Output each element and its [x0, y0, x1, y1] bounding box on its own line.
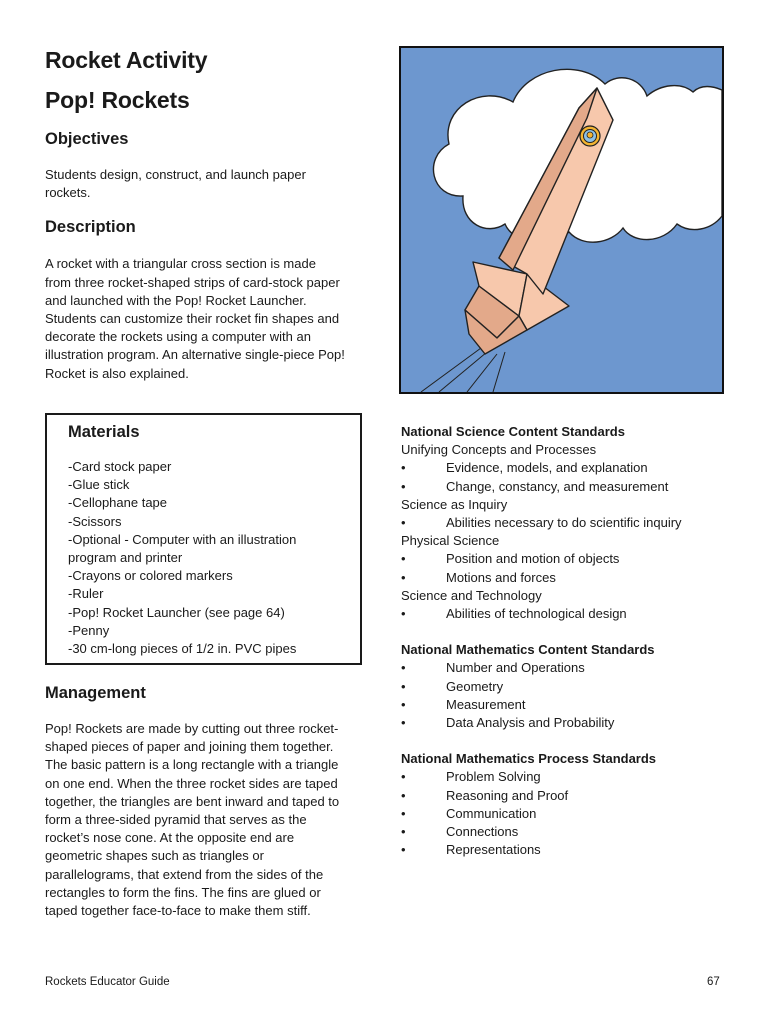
- standards-item-text: Geometry: [446, 678, 504, 694]
- science-standards: [401, 423, 741, 623]
- standards-item-text: Problem Solving: [446, 769, 541, 785]
- standards-bullet-item: [401, 823, 741, 841]
- bullet-icon: •: [401, 569, 406, 585]
- standards-item-text: Motions and forces: [446, 569, 556, 585]
- math-content-heading: National Mathematics Content Standards: [401, 642, 655, 658]
- porthole-icon: [580, 126, 600, 146]
- standards-bullet-item: [401, 696, 741, 714]
- bullet-icon: •: [401, 460, 406, 476]
- bullet-icon: •: [401, 824, 406, 840]
- materials-item: -30 cm-long pieces of 1/2 in. PVC pipes: [68, 641, 297, 657]
- page-subtitle: Pop! Rockets: [45, 87, 190, 113]
- standards-item-text: Measurement: [446, 696, 526, 712]
- standards-item-text: Change, constancy, and measurement: [446, 478, 669, 494]
- standards-item-text: Abilities necessary to do scientific inquiry: [446, 515, 682, 531]
- bullet-icon: •: [401, 787, 406, 803]
- management-section: [45, 684, 345, 920]
- standards-item-text: Number and Operations: [446, 660, 585, 676]
- bullet-icon: •: [401, 715, 406, 731]
- standards-bullet-item: [401, 841, 741, 859]
- standards-bullet-item: [401, 478, 741, 496]
- materials-item: -Ruler: [68, 586, 104, 602]
- standards-bullet-item: [401, 659, 741, 677]
- standards-section: [401, 423, 741, 859]
- page-number: 67: [707, 976, 720, 988]
- bullet-icon: •: [401, 515, 406, 531]
- objectives-text: Students design, construct, and launch paper rockets.: [45, 167, 306, 201]
- standards-bullet-item: [401, 569, 741, 587]
- materials-heading: Materials: [68, 423, 140, 441]
- materials-item: -Cellophane tape: [68, 495, 168, 511]
- standards-subheading: Physical Science: [401, 533, 500, 549]
- bullet-icon: •: [401, 660, 406, 676]
- footer-guide-title: Rockets Educator Guide: [45, 976, 170, 988]
- standards-item-text: Reasoning and Proof: [446, 787, 569, 803]
- left-column: [45, 40, 345, 383]
- standards-item-text: Data Analysis and Probability: [446, 715, 615, 731]
- standards-item-text: Communication: [446, 805, 537, 821]
- bullet-icon: •: [401, 678, 406, 694]
- bullet-icon: •: [401, 478, 406, 494]
- standards-bullet-item: [401, 550, 741, 568]
- standards-bullet-item: [401, 514, 741, 532]
- standards-item-text: Abilities of technological design: [446, 606, 627, 622]
- standards-bullet-item: [401, 805, 741, 823]
- standards-bullet-item: [401, 768, 741, 786]
- bullet-icon: •: [401, 551, 406, 567]
- bullet-icon: •: [401, 696, 406, 712]
- materials-item: -Glue stick: [68, 477, 130, 493]
- standards-bullet-item: [401, 678, 741, 696]
- rocket-illustration: [399, 46, 724, 394]
- standards-item-text: Representations: [446, 842, 541, 858]
- math-process-heading: National Mathematics Process Standards: [401, 751, 657, 767]
- math-process-standards: [401, 750, 741, 859]
- objectives-heading: Objectives: [45, 130, 129, 148]
- management-text: Pop! Rockets are made by cutting out three rocket-shaped pieces of paper and joining them together. The basic pattern is a long rectangle with a triangle on one end. When the three rocket sides are taped together, the triangles are bent inward and taped to form a three-sided pyramid that serves as the rocket’s nose cone. At the opposite end are geometric shapes such as triangles or parallelograms, that extend from the sides of the rectangles to form the fins. The fins are glued or taped together face-to-face to make them stiff.: [45, 721, 340, 919]
- materials-item: -Card stock paper: [68, 459, 172, 474]
- materials-item: -Pop! Rocket Launcher (see page 64): [68, 604, 285, 620]
- standards-bullet-item: [401, 714, 741, 732]
- standards-bullet-item: [401, 459, 741, 477]
- materials-item: -Crayons or colored markers: [68, 568, 233, 584]
- science-standards-heading: National Science Content Standards: [401, 424, 625, 439]
- materials-item: -Optional - Computer with an illustration program and printer: [68, 531, 297, 566]
- standards-bullet-item: [401, 605, 741, 623]
- bullet-icon: •: [401, 606, 406, 622]
- page-title: Rocket Activity: [45, 47, 208, 73]
- materials-item: -Penny: [68, 622, 110, 638]
- standards-subheading: Science and Technology: [401, 587, 542, 603]
- materials-item: -Scissors: [68, 513, 122, 529]
- bullet-icon: •: [401, 769, 406, 785]
- bullet-icon: •: [401, 842, 406, 858]
- standards-subheading: Science as Inquiry: [401, 496, 508, 512]
- standards-item-text: Position and motion of objects: [446, 551, 620, 567]
- standards-subheading: Unifying Concepts and Processes: [401, 442, 597, 458]
- description-heading: Description: [45, 218, 136, 237]
- standards-item-text: Evidence, models, and explanation: [446, 460, 648, 476]
- math-content-standards: [401, 641, 741, 732]
- description-text: A rocket with a triangular cross section is made from three rocket-shaped strips of card-stock paper and launched with the Pop! Rocket Launcher. Students can customize their rocket fin shapes and decorate the rockets using a computer with an illustration program. An alternative single-piece Pop! Rocket is also explained.: [45, 256, 345, 381]
- materials-box: [45, 413, 362, 665]
- management-heading: Management: [45, 684, 146, 702]
- materials-list: [68, 458, 360, 658]
- standards-bullet-item: [401, 787, 741, 805]
- standards-item-text: Connections: [446, 824, 519, 840]
- bullet-icon: •: [401, 805, 406, 821]
- rocket-drawing: [401, 48, 722, 392]
